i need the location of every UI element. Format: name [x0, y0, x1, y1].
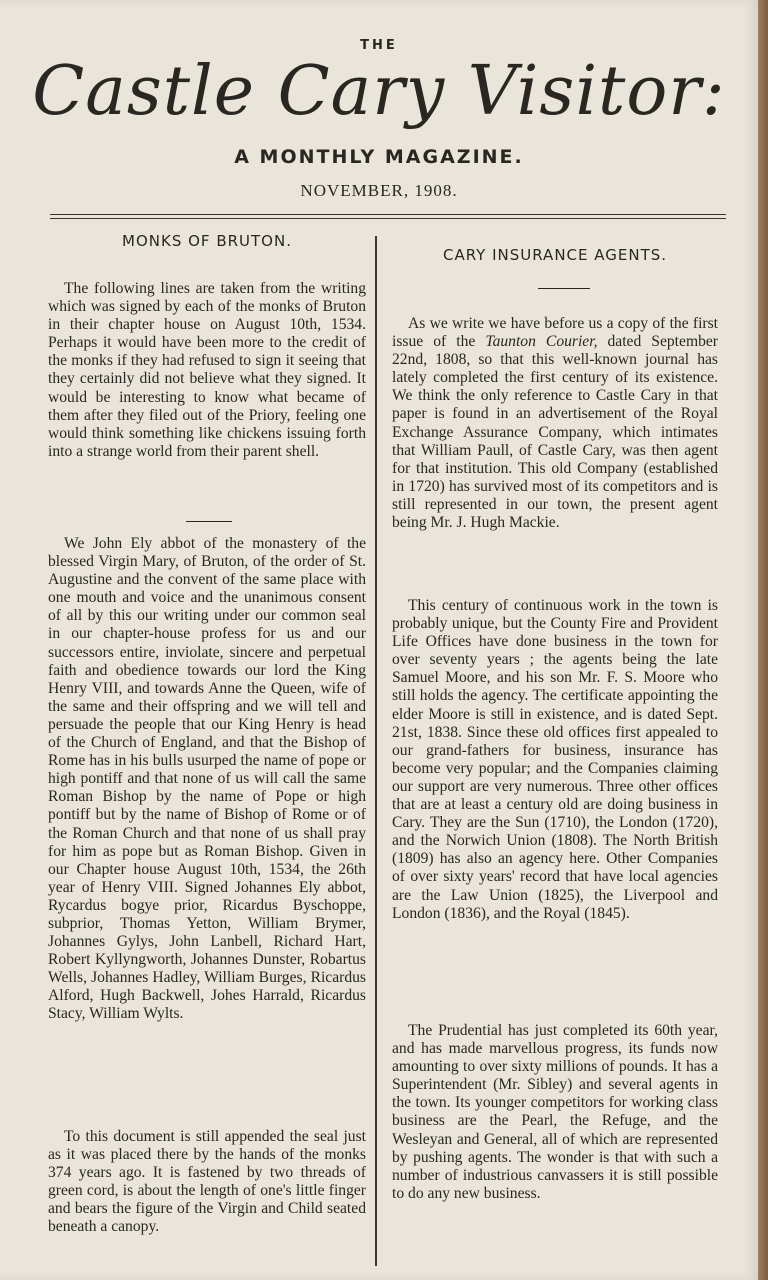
- left-article-heading: MONKS OF BRUTON.: [122, 232, 292, 250]
- issue-date: NOVEMBER, 1908.: [300, 181, 458, 200]
- right-paragraph-2: This century of continuous work in the town is probably unique, but the County Fire and Provident Life Offices have done business in the town for over seventy years ; the agents being the late Samuel Moore, and his son Mr. F. S. Moore who still holds the agency. The certificate appointing the elder Moore is still in existence, and is dated Sept. 21st, 1838. Since these old offices first appealed to our grand-fathers for business, insurance has become very popular; and the Companies claiming our support are very numerous. Three other offices that are at least a century old are doing business in Cary. They are the Sun (1710), the London (1720), and the Norwich Union (1808). The North British (1809) has also an agency here. Other Companies of over sixty years' record that have local agencies are the Law Union (1825), the Liverpool and London (1836), and the Royal (1845).: [392, 597, 718, 922]
- left-paragraph-3: To this document is still appended the seal just as it was placed there by the hands of the monks 374 years ago. It is fastened by two threads of green cord, is about the length of one's little finger and bears the figure of the Virgin and Child seated beneath a canopy.: [48, 1128, 366, 1236]
- left-article-intro: [48, 280, 366, 461]
- right-article-intro: [392, 315, 718, 532]
- page-edge: [758, 0, 768, 1280]
- right-paragraph-1: [392, 315, 718, 532]
- magazine-subtitle: A MONTHLY MAGAZINE.: [234, 146, 524, 168]
- section-dash-right: [538, 288, 590, 289]
- column-divider: [375, 236, 377, 1266]
- right-paragraph-1-end: dated September 22nd, 1808, so that this well-known journal has lately completed the first century of its existence. We think the only reference to Castle Cary in that paper is found in an advertisement of the Royal Exchange Assurance Company, which intimates that William Paull, of Castle Cary, was then agent for that institution. This old Company (established in 1720) has survived most of its competitors and is still represented in our town, the present agent being Mr. J. Hugh Mackie.: [392, 333, 718, 532]
- header-rule-bottom: [50, 218, 726, 219]
- left-article-seal: [48, 1128, 366, 1237]
- left-paragraph-2: We John Ely abbot of the monastery of the blessed Virgin Mary, of Bruton, of the order of St. Augustine and the convent of the same place with one mouth and voice and the unanimous consent of all by this our writing under our common seal in our chapter-house profess for us and our successors entire, inviolate, sincere and perpetual faith and obedience towards our lord the King Henry VIII, and towards Anne the Queen, wife of the same and their offspring and we will tell and persuade the people that our King Henry is head of the Church of England, and that the Bishop of Rome has in his bulls usurped the name of pope or high pontiff and that none of us will call the same Roman Bishop by the name of Pope or high pontiff but by the name of Bishop of Rome or of the Roman Church and that none of us shall pray for him as pope but as Roman Bishop. Given in our Chapter house August 10th, 1534, the 26th year of Henry VIII. Signed Johannes Ely abbot, Rycardus bogye prior, Ricardus Byschoppe, subprior, Thomas Yetton, William Brymer, Johannes Gylys, John Lanbell, Richard Hart, Robert Kyllyngworth, Johannes Dunster, Robartus Wells, Johannes Hadley, William Burges, Ricardus Alford, Hugh Backwell, Johes Harrald, Ricardus Stacy, William Wylts.: [48, 535, 366, 1023]
- left-article-deed: [48, 535, 366, 1024]
- right-article-heading: CARY INSURANCE AGENTS.: [442, 246, 668, 264]
- masthead-the: THE: [360, 38, 398, 53]
- right-article-history: [392, 597, 718, 923]
- right-article-prudential: [392, 1022, 718, 1203]
- left-paragraph-1: The following lines are taken from the writing which was signed by each of the monks of Bruton in their chapter house on August 10th, 1534. Perhaps it would have been more to the credit of the monks if they had refused to sign it seeing that they certainly did not believe what they signed. It would be interesting to know what became of them after they filed out of the Priory, feeling one would think something like chickens issuing forth into a strange world from their parent shell.: [48, 280, 366, 460]
- right-paragraph-3: The Prudential has just completed its 60th year, and has made marvellous progress, its funds now amounting to over sixty millions of pounds. It has a Superintendent (Mr. Sibley) and several agents in the town. Its younger competitors for working class business are the Pearl, the Refuge, and the Wesleyan and General, all of which are represented by pushing agents. The wonder is that with such a number of industrious canvassers it is still possible to do any new business.: [392, 1022, 718, 1202]
- right-paragraph-1-start: As we write we have before us a copy of the first issue of the: [392, 315, 718, 351]
- section-dash-left: [186, 521, 232, 522]
- header-rule-top: [50, 214, 726, 215]
- masthead-title: Castle Cary Visitor:: [32, 52, 726, 131]
- newspaper-title: Taunton Courier,: [485, 333, 598, 351]
